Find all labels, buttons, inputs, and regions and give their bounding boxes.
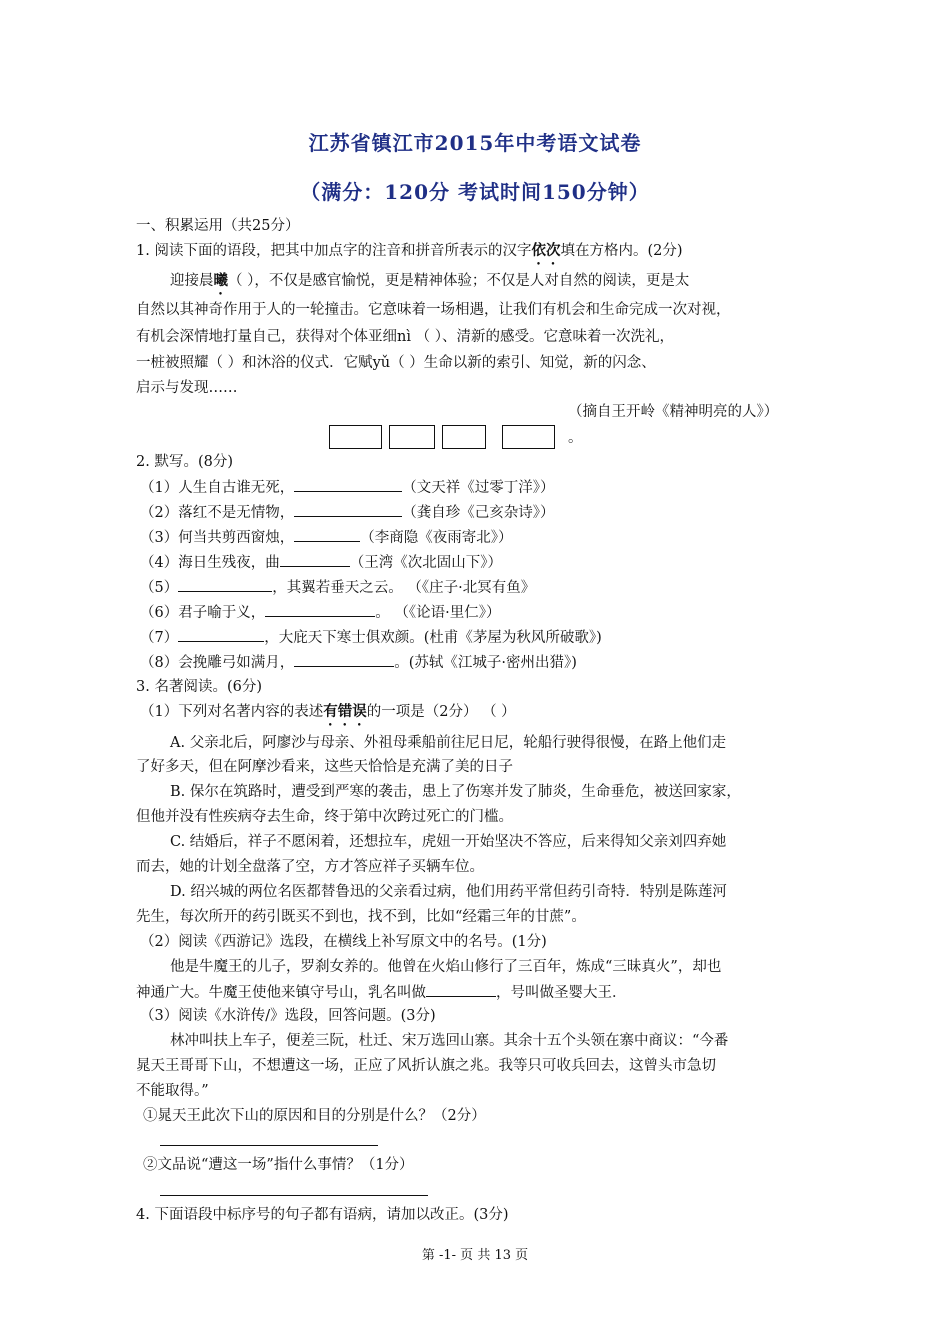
page-footer: 第 -1- 页 共 13 页: [421, 1248, 529, 1263]
recitation-item: （6）君子喻于义， 。 （《论语·里仁》）: [140, 602, 820, 623]
answer-blank[interactable]: [265, 602, 375, 617]
q1-prompt: 1. 阅读下面的语段，把其中加点字的注音和拼音所表示的汉字依次填在方格内。(2分): [136, 242, 683, 259]
emphasized-text: 有错误: [323, 703, 367, 720]
exam-title: 江苏省镇江市2015年中考语文试卷: [308, 131, 642, 155]
option-b: B. 保尔在筑路时，遭受到严寒的袭击，患上了伤寒并发了肺炎，生命垂危，被送回家家，: [170, 784, 741, 800]
sub-question-1: ①晁天王此次下山的原因和目的分别是什么？（2分）: [143, 1108, 486, 1124]
answer-box-4[interactable]: [502, 425, 555, 449]
answer-blank[interactable]: [294, 652, 394, 667]
answer-blank[interactable]: [178, 577, 272, 592]
option-a-cont: 了好多天，但在阿摩沙看来，这些天恰恰是充满了美的日子: [136, 759, 513, 775]
recitation-item: （7） ，大庇天下寒士俱欢颜。(杜甫《茅屋为秋风所破歌》): [140, 627, 820, 648]
exam-subtitle: （满分：120分 考试时间150分钟）: [300, 180, 650, 204]
recitation-item: （3）何当共剪西窗烛， （李商隐《夜雨寄北》）: [140, 527, 820, 548]
answer-blank[interactable]: [280, 552, 350, 567]
q3-sub2: （2）阅读《西游记》选段，在横线上补写原文中的名号。(1分): [140, 934, 547, 950]
shuihu-passage: 不能取得。”: [136, 1083, 209, 1099]
answer-blank[interactable]: [178, 627, 264, 642]
recitation-item: （4）海日生残夜，曲 （王湾《次北固山下》）: [140, 552, 820, 573]
answer-blank[interactable]: [426, 982, 496, 997]
option-c-cont: 而去，她的计划全盘落了空，方才答应祥子买辆车位。: [136, 859, 484, 875]
q3-sub1: （1）下列对名著内容的表述有错误的一项是（2分） （ ）: [140, 703, 516, 720]
q1-passage-line: 有机会深情地打量自己，获得对个体亚细nì （ ）、清新的感受。它意味着一次洗礼，: [136, 329, 674, 345]
q3-heading: 3. 名著阅读。(6分): [136, 679, 262, 695]
answer-box-2[interactable]: [389, 425, 435, 449]
q3-sub3: （3）阅读《水浒传/》选段，回答问题。(3分): [140, 1008, 436, 1024]
emphasized-text: 依次: [531, 242, 561, 259]
option-d-cont: 先生，每次所开的药引既买不到也，找不到，比如“经霜三年的甘蔗”。: [136, 909, 586, 925]
option-a: A. 父亲北后，阿廖沙与母亲、外祖母乘船前往尼日尼，轮船行驶得很慢，在路上他们走: [170, 735, 727, 751]
xiyouji-passage: 他是牛魔王的儿子，罗刹女养的。他曾在火焰山修行了三百年，炼成“三昧真火”，却也: [170, 959, 722, 975]
answer-blank[interactable]: [294, 502, 402, 517]
recitation-item: （2）落红不是无情物， （龚自珍《己亥杂诗》）: [140, 502, 820, 523]
box-period: 。: [568, 430, 583, 446]
answer-blank[interactable]: [294, 527, 360, 542]
q4-heading: 4. 下面语段中标序号的句子都有语病，请加以改正。(3分): [136, 1207, 509, 1223]
q1-passage-line: 启示与发现……: [136, 380, 238, 396]
answer-box-3[interactable]: [442, 425, 486, 449]
q2-heading: 2. 默写。(8分): [136, 454, 233, 470]
q1-passage-line: 一桩被照耀（ ）和沐浴的仪式．它赋yǔ（ ）生命以新的索引、知觉，新的闪念、: [136, 355, 656, 371]
q1-passage-line: 自然以其神奇作用于人的一轮撞击。它意味着一场相遇，让我们有机会和生命完成一次对视，: [136, 302, 731, 318]
option-b-cont: 但他并没有性疾病夺去生命，终于第中次跨过死亡的门槛。: [136, 809, 513, 825]
q1-source: （摘自王开岭《精神明亮的人》）: [568, 404, 779, 420]
answer-line[interactable]: [160, 1195, 428, 1196]
section-heading: 一、积累运用（共25分）: [136, 218, 300, 234]
option-c: C. 结婚后，祥子不愿闲着，还想拉车，虎妞一开始坚决不答应，后来得知父亲刘四弃她: [170, 834, 727, 850]
emphasized-text: 曦: [213, 272, 228, 289]
answer-line[interactable]: [160, 1145, 378, 1146]
answer-box-1[interactable]: [329, 425, 382, 449]
recitation-item: （1）人生自古谁无死， （文天祥《过零丁洋》）: [140, 477, 820, 498]
recitation-item: （5） ，其翼若垂天之云。 （《庄子·北冥有鱼》: [140, 577, 820, 598]
option-d: D. 绍兴城的两位名医都替鲁迅的父亲看过病，他们用药平常但药引奇特．特别是陈莲河: [170, 884, 727, 900]
xiyouji-passage: 神通广大。牛魔王使他来镇守号山，乳名叫做 ，号叫做圣婴大王．: [136, 982, 816, 1003]
shuihu-passage: 晁天王哥哥下山，不想遭这一场，正应了风折认旗之兆。我等只可收兵回去，这曾头市急切: [136, 1058, 716, 1074]
sub-question-2: ②文品说“遭这一场”指什么事情？（1分）: [143, 1157, 414, 1173]
recitation-item: （8）会挽雕弓如满月， 。(苏轼《江城子·密州出猎》): [140, 652, 820, 673]
answer-blank[interactable]: [294, 477, 402, 492]
q1-passage-line: 迎接晨曦（ ），不仅是感官愉悦，更是精神体验；不仅是人对自然的阅读，更是太: [170, 272, 690, 289]
shuihu-passage: 林冲叫扶上车子，便差三阮，杜迁、宋万选回山寨。其余十五个头领在寨中商议：“今番: [170, 1033, 729, 1049]
